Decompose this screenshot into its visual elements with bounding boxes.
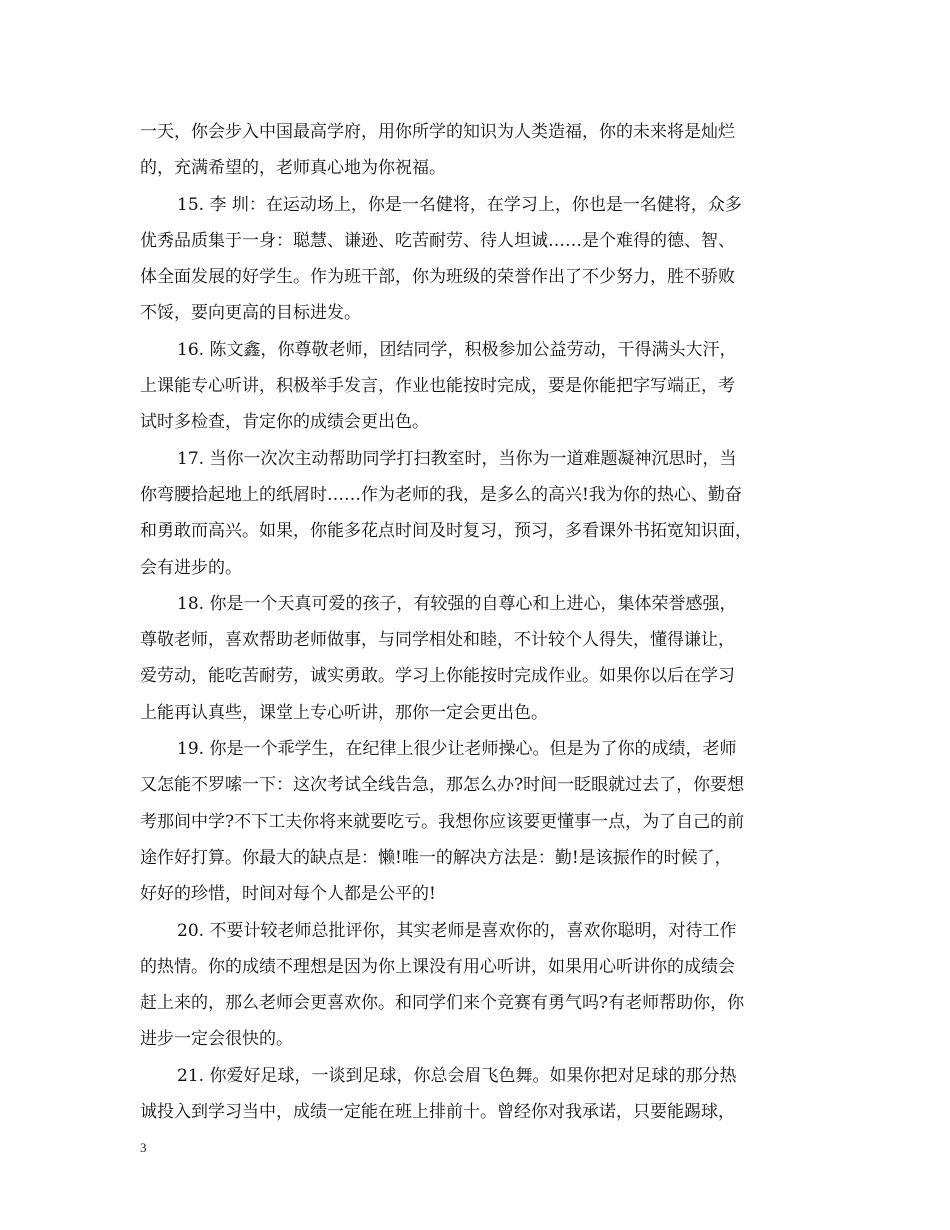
paragraph-item-21 [140, 1058, 820, 1131]
text-line: 尊敬老师，喜欢帮助老师做事，与同学相处和睦，不计较个人得失，懂得谦让， [140, 630, 735, 651]
text-line: 上课能专心听讲，积极举手发言，作业也能按时完成，要是你能把字写端正，考 [140, 376, 735, 397]
page-number: 3 [140, 1140, 147, 1155]
text-line: 好好的珍惜，时间对每个人都是公平的! [140, 884, 436, 905]
text-line: 赶上来的，那么老师会更喜欢你。和同学们来个竞赛有勇气吗?有老师帮助你，你 [140, 993, 745, 1014]
text-line: 试时多检查，肯定你的成绩会更出色。 [140, 412, 429, 433]
text-line: 的热情。你的成绩不理想是因为你上课没有用心听讲，如果用心听讲你的成绩会 [140, 956, 735, 977]
paragraph-item-15 [140, 187, 820, 332]
text-line: 上能再认真些，课堂上专心听讲，那你一定会更出色。 [140, 702, 548, 723]
text-line: 又怎能不罗嗦一下：这次考试全线告急，那怎么办?时间一眨眼就过去了，你要想 [140, 775, 745, 796]
paragraph-item-18 [140, 586, 820, 731]
text-line: 考那间中学?不下工夫你将来就要吃亏。我想你应该要更懂事一点，为了自己的前 [140, 811, 745, 832]
text-line: 17. 当你一次次主动帮助同学打扫教室时，当你为一道难题凝神沉思时，当 [177, 448, 737, 469]
text-line: 爱劳动，能吃苦耐劳，诚实勇敢。学习上你能按时完成作业。如果你以后在学习 [140, 666, 735, 687]
text-line: 19. 你是一个乖学生，在纪律上很少让老师操心。但是为了你的成绩，老师 [177, 739, 737, 760]
text-line: 会有进步的。 [140, 557, 242, 578]
text-line: 18. 你是一个天真可爱的孩子，有较强的自尊心和上进心，集体荣誉感强， [177, 593, 737, 614]
document-body [140, 114, 820, 1130]
text-line: 进步一定会很快的。 [140, 1029, 293, 1050]
paragraph-item-17 [140, 441, 820, 586]
paragraph-item-16 [140, 332, 820, 441]
paragraph-continuation [140, 114, 820, 187]
text-line: 不馁，要向更高的目标进发。 [140, 303, 361, 324]
text-line: 你弯腰拾起地上的纸屑时……作为老师的我，是多么的高兴!我为你的热心、勤奋 [140, 484, 742, 505]
text-line: 途作好打算。你最大的缺点是：懒!唯一的解决方法是：勤!是该振作的时候了， [140, 847, 732, 868]
text-line: 15. 李 圳：在运动场上，你是一名健将，在学习上，你也是一名健将，众多 [177, 194, 742, 215]
text-line: 优秀品质集于一身：聪慧、谦逊、吃苦耐劳、待人坦诚……是个难得的德、智、 [140, 230, 735, 251]
text-line: 16. 陈文鑫，你尊敬老师，团结同学，积极参加公益劳动，干得满头大汗， [177, 339, 737, 360]
text-line: 一天，你会步入中国最高学府，用你所学的知识为人类造福，你的未来将是灿烂 [140, 122, 735, 142]
text-line: 诚投入到学习当中，成绩一定能在班上排前十。曾经你对我承诺，只要能踢球， [140, 1102, 735, 1123]
paragraph-item-19 [140, 731, 820, 912]
text-line: 21. 你爱好足球，一谈到足球，你总会眉飞色舞。如果你把对足球的那分热 [177, 1065, 737, 1086]
text-line: 体全面发展的好学生。作为班干部，你为班级的荣誉作出了不少努力，胜不骄败 [140, 267, 735, 288]
text-line: 20. 不要计较老师总批评你，其实老师是喜欢你的，喜欢你聪明，对待工作 [177, 920, 737, 941]
paragraph-item-20 [140, 913, 820, 1058]
text-line: 的，充满希望的，老师真心地为你祝福。 [140, 158, 446, 179]
text-line: 和勇敢而高兴。如果，你能多花点时间及时复习，预习，多看课外书拓宽知识面， [140, 521, 752, 542]
